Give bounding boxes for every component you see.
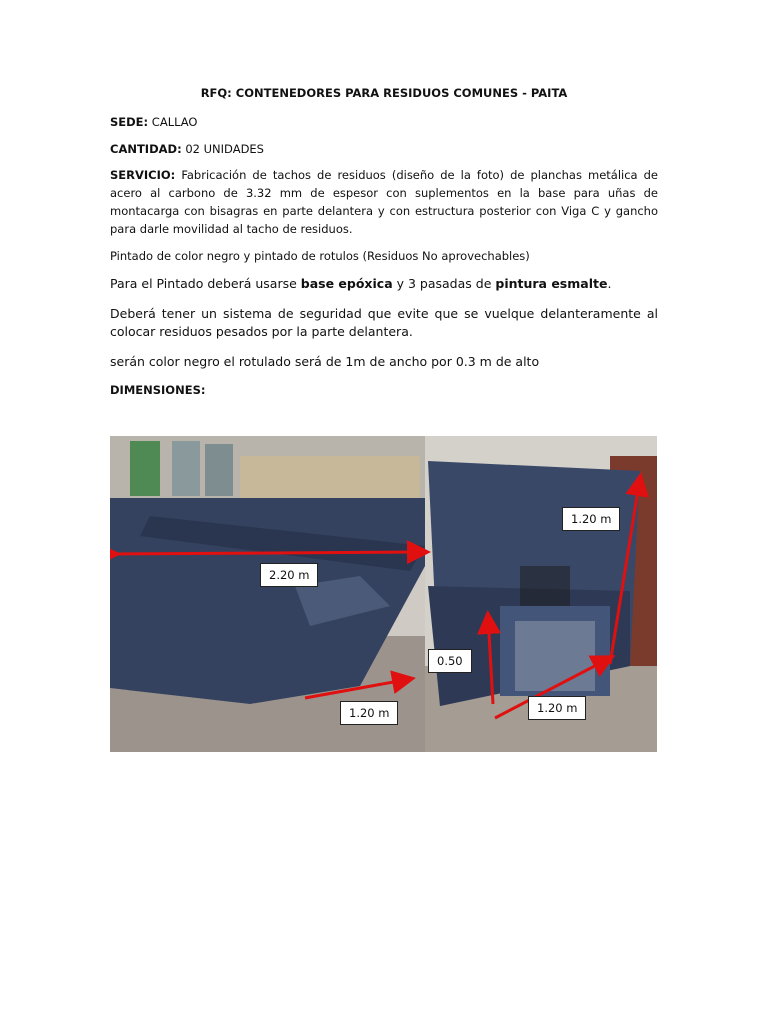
pintado-base-bold1: base epóxica bbox=[300, 276, 393, 291]
pintado-base-bold2: pintura esmalte bbox=[495, 276, 608, 291]
dim-label-left-width: 1.20 m bbox=[340, 701, 398, 725]
pintado-base-paragraph bbox=[110, 275, 658, 293]
sede-label: SEDE: bbox=[110, 115, 149, 129]
document-title: RFQ: CONTENEDORES PARA RESIDUOS COMUNES - PAITA bbox=[200, 86, 568, 100]
servicio-label: SERVICIO: bbox=[110, 168, 176, 182]
cantidad-label: CANTIDAD: bbox=[110, 142, 182, 156]
sede-line bbox=[110, 113, 658, 131]
servicio-paragraph bbox=[110, 166, 658, 238]
cantidad-line bbox=[110, 140, 658, 158]
dim-label-right-width: 1.20 m bbox=[528, 696, 586, 720]
container-photos bbox=[110, 436, 657, 752]
dim-label-right-height: 1.20 m bbox=[562, 507, 620, 531]
cantidad-value: 02 UNIDADES bbox=[185, 142, 264, 156]
dimensiones-label: DIMENSIONES: bbox=[110, 383, 206, 397]
dim-label-left-length: 2.20 m bbox=[260, 563, 318, 587]
pintado-base-middle: y 3 pasadas de bbox=[396, 276, 492, 291]
pintado-paragraph: Pintado de color negro y pintado de rotulos (Residuos No aprovechables) bbox=[110, 249, 530, 263]
seguridad-paragraph: Deberá tener un sistema de seguridad que evite que se vuelque delanteramente al colocar residuos pesados por la parte delantera. bbox=[110, 306, 658, 339]
pintado-base-suffix: . bbox=[607, 276, 612, 291]
sede-value: CALLAO bbox=[151, 115, 198, 129]
left-length-arrow bbox=[115, 552, 425, 554]
pintado-base-prefix: Para el Pintado deberá usarse bbox=[110, 276, 297, 291]
servicio-value: Fabricación de tachos de residuos (diseño de la foto) de planchas metálica de acero al carbono de 3.32 mm de espesor con suplementos en la base para uñas de montacarga con bisagras en parte delantera y con estructura posterior con Viga C y gancho para darle movilidad al tacho de residuos. bbox=[110, 168, 659, 236]
rotulado-paragraph: serán color negro el rotulado será de 1m de ancho por 0.3 m de alto bbox=[110, 354, 540, 369]
dim-label-right-base: 0.50 bbox=[428, 649, 472, 673]
